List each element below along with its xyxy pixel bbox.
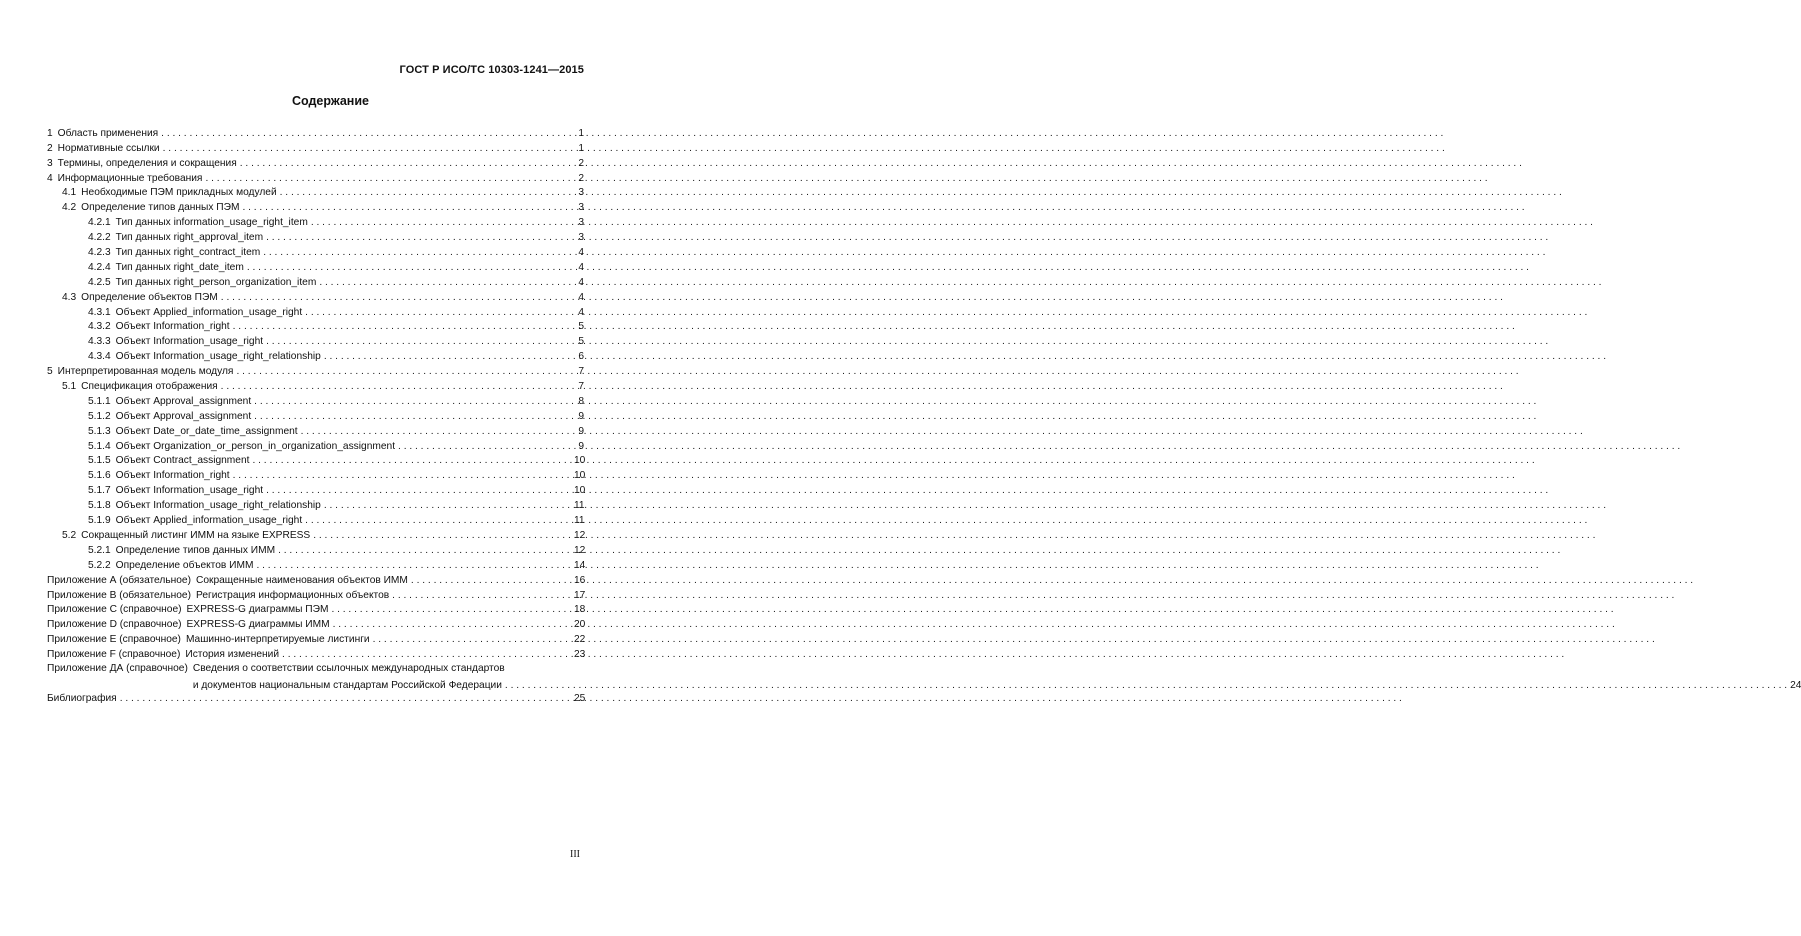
toc-entry-page: 16 [574,574,586,586]
toc-entry-bibliography[interactable] [47,691,584,706]
toc-entry-number: 5 [47,366,53,378]
toc-leader-dots [373,634,571,646]
toc-entry-page: 5 [578,321,584,333]
toc-entry[interactable] [47,125,584,140]
toc-entry-number: 4.2.2 [88,232,111,244]
toc-leader-dots [331,604,571,616]
toc-entry-number: 4.3.4 [88,351,111,363]
toc-leader-dots [247,262,571,274]
toc-entry-page: 1 [578,127,584,139]
toc-entry-number: 2 [47,142,53,154]
toc-entry-page: 2 [578,172,584,184]
toc-entry-title-cont: и документов национальным стандартам Российской Федерации [192,679,502,691]
toc-leader-dots [205,173,571,185]
toc-leader-dots [263,247,571,259]
toc-entry[interactable] [47,408,584,423]
toc-entry-page: 4 [578,306,584,318]
toc-entry[interactable] [47,319,584,334]
toc-entry-number: Приложение А (обязательное) [47,574,191,586]
toc-entry-title: Объект Information_usage_right [115,336,264,348]
toc-entry[interactable] [47,199,584,214]
toc-entry[interactable] [47,587,584,602]
toc-entry-title: Объект Information_usage_right_relationship [115,500,321,512]
toc-entry-title: Сведения о соответствии ссылочных международных стандартов [192,663,505,675]
toc-entry-page: 10 [574,470,586,482]
toc-entry-page: 22 [574,634,586,646]
toc-entry-page: 4 [578,276,584,288]
toc-entry-number: 5.1.6 [88,470,111,482]
toc-entry-page: 5 [578,336,584,348]
toc-entry-title: Сокращенные наименования объектов ИММ [196,574,408,586]
toc-entry-number: 1 [47,127,53,139]
toc-entry-page: 6 [578,351,584,363]
toc-entry-page: 4 [578,291,584,303]
toc-entry-page: 2 [578,157,584,169]
toc-entry-number: 4.3.3 [88,336,111,348]
toc-entry-page: 23 [574,649,586,661]
toc-leader-dots [221,292,571,304]
toc-entry-page: 11 [574,500,585,512]
toc-entry-title: Интерпретированная модель модуля [57,366,234,378]
toc-entry-number: 5.1.5 [88,455,111,467]
toc-entry-number: Приложение ДА (справочное) [47,663,188,675]
toc-leader-dots [221,381,571,393]
toc-entry[interactable] [47,512,584,527]
toc-leader-dots [266,336,571,348]
toc-leader-dots [311,217,571,229]
toc-entry-number: 4.1 [62,187,77,199]
toc-entry-title: Сокращенный листинг ИММ на языке EXPRESS [81,529,311,541]
toc-entry-title: Библиография [47,693,117,705]
toc-entry-number: 5.1.1 [88,395,111,407]
toc-leader-dots [240,158,571,170]
toc-leader-dots [301,426,571,438]
toc-leader-dots [266,485,571,497]
toc-entry-page: 18 [574,604,586,616]
toc-leader-dots [411,575,571,587]
toc-entry-number: 3 [47,157,53,169]
toc-entry[interactable] [47,155,584,170]
toc-entry[interactable] [47,348,584,363]
toc-entry-number: Приложение Е (справочное) [47,634,181,646]
toc-entry[interactable] [47,289,584,304]
toc-entry-title: Тип данных right_person_organization_item [115,276,317,288]
toc-entry-number: 4.2 [62,202,77,214]
toc-leader-dots [324,351,571,363]
page-title: Содержание [291,94,369,108]
toc-entry-page: 3 [578,217,584,229]
toc-entry-title: Объект Contract_assignment [115,455,250,467]
toc-leader-dots [324,500,571,512]
toc-entry-page: 25 [574,693,586,705]
toc-entry[interactable] [47,244,584,259]
toc-entry[interactable] [47,274,584,289]
toc-entry-number: Приложение D (справочное) [47,619,182,631]
toc-leader-dots [254,411,571,423]
toc-entry-number: 4.3 [62,291,77,303]
toc-entry[interactable] [47,423,584,438]
toc-entry[interactable] [47,333,584,348]
toc-entry-page: 9 [578,440,584,452]
toc-entry-page: 10 [574,485,586,497]
toc-entry-page: 3 [578,232,584,244]
toc-entry-title: Спецификация отображения [81,381,218,393]
toc-entry-title: Определение объектов ИММ [115,559,254,571]
toc-entry-page: 9 [578,410,584,422]
toc-leader-dots [305,307,571,319]
toc-entry-number: 4.2.5 [88,276,111,288]
toc-entry[interactable] [47,304,584,319]
toc-leader-dots [254,396,571,408]
toc-entry-title: Объект Organization_or_person_in_organization_assignment [115,440,396,452]
toc-entry-page: 1 [578,142,584,154]
toc-entry-number: Приложение С (справочное) [47,604,182,616]
toc-entry-page: 7 [578,381,584,393]
toc-leader-dots [313,530,571,542]
document-id: ГОСТ Р ИСО/ТС 10303-1241—2015 [399,64,584,76]
toc-entry-page: 24 [1790,679,1801,691]
toc-entry[interactable] [47,602,584,617]
toc-entry-title: Объект Information_right [115,321,230,333]
toc-entry[interactable] [47,557,584,572]
toc-entry-title: Нормативные ссылки [57,142,160,154]
toc-entry[interactable] [47,497,584,512]
toc-entry-number: 4.2.4 [88,261,111,273]
toc-entry-title: Необходимые ПЭМ прикладных модулей [81,187,277,199]
toc-entry-page: 4 [578,247,584,259]
toc-entry-number: 4.3.1 [88,306,111,318]
toc-entry-page: 20 [574,619,586,631]
toc-entry-number: 5.1.4 [88,440,111,452]
toc-entry-title: EXPRESS-G диаграммы ИММ [186,619,330,631]
toc-entry-page: 14 [574,559,586,571]
toc-entry-title: Машинно-интерпретируемые листинги [185,634,370,646]
toc-entry-page: 12 [574,529,586,541]
toc-leader-dots [278,545,571,557]
toc-entry-page: 9 [578,425,584,437]
toc-entry-number: 4.2.3 [88,247,111,259]
toc-leader-dots [242,202,571,214]
toc-entry-title: Область применения [57,127,159,139]
toc-entry-number: Приложение В (обязательное) [47,589,191,601]
toc-leader-dots [392,590,571,602]
toc-entry[interactable] [47,140,584,155]
toc-entry-page: 3 [578,187,584,199]
toc-leader-dots [282,649,571,661]
toc-entry[interactable] [47,467,584,482]
toc-entry-number: 5.1.7 [88,485,111,497]
toc-entry-number: 5.1.8 [88,500,111,512]
toc-entry[interactable] [47,378,584,393]
toc-entry[interactable] [47,542,584,557]
toc-entry[interactable] [47,170,584,185]
toc-entry-title: Тип данных right_approval_item [115,232,264,244]
toc-entry-title: Информационные требования [57,172,203,184]
toc-entry-number: 5.1 [62,381,77,393]
toc-leader-dots [233,321,571,333]
toc-entry-title: Объект Approval_assignment [115,410,252,422]
toc-entry-page: 17 [574,589,586,601]
toc-entry[interactable] [47,572,584,587]
toc-leader-dots [280,187,571,199]
toc-entry-page: 12 [574,544,586,556]
toc-entry-title: Определение объектов ПЭМ [81,291,218,303]
toc-entry-title: EXPRESS-G диаграммы ПЭМ [186,604,329,616]
toc-entry[interactable] [47,259,584,274]
toc-entry-title: Объект Applied_information_usage_right [115,306,303,318]
toc-leader-dots [120,693,571,705]
toc-entry-title: Объект Information_right [115,470,230,482]
toc-entry-title: Объект Information_usage_right [115,485,264,497]
toc-entry[interactable] [47,185,584,200]
toc-entry-number: 5.2.2 [88,559,111,571]
toc-entry-page: 10 [574,455,586,467]
toc-entry-title: Регистрация информационных объектов [196,589,390,601]
toc-entry[interactable] [47,438,584,453]
toc-entry-number: 4.3.2 [88,321,111,333]
toc-entry[interactable] [47,631,584,646]
toc-leader-dots [252,455,571,467]
toc-entry-page: 4 [578,261,584,273]
toc-entry[interactable] [47,453,584,468]
toc-leader-dots [505,680,1787,691]
toc-entry[interactable] [47,482,584,497]
toc-entry-number: Приложение F (справочное) [47,649,181,661]
toc-entry-number: 5.1.9 [88,515,111,527]
toc-entry-title: Термины, определения и сокращения [57,157,237,169]
toc-entry-number: 5.2 [62,529,77,541]
toc-leader-dots [256,560,571,572]
toc-entry[interactable] [47,214,584,229]
toc-entry-page: 3 [578,202,584,214]
toc-entry[interactable] [47,363,584,378]
toc-leader-dots [319,277,571,289]
toc-entry[interactable] [47,527,584,542]
toc-leader-dots [266,232,571,244]
toc-entry-title: Тип данных right_contract_item [115,247,261,259]
toc-entry-title: Объект Date_or_date_time_assignment [115,425,298,437]
toc-entry-number: 4.2.1 [88,217,111,229]
toc-leader-dots [236,366,571,378]
toc-entry-title: Тип данных right_date_item [115,261,244,273]
toc-entry-title: Тип данных information_usage_right_item [115,217,308,229]
toc-leader-dots [398,441,571,453]
toc-leader-dots [163,143,571,155]
toc-entry-multiline[interactable] [47,661,1801,691]
toc-entry[interactable] [47,393,584,408]
toc-entry-number: 5.1.2 [88,410,111,422]
toc-entry-title: Определение типов данных ИММ [115,544,276,556]
toc-entry-number: 4 [47,172,53,184]
toc-entry[interactable] [47,616,584,631]
toc-entry-title: История изменений [185,649,280,661]
toc-entry-number: 5.1.3 [88,425,111,437]
toc-entry-title: Объект Information_usage_right_relationship [115,351,321,363]
toc-entry-number: 5.2.1 [88,544,111,556]
toc-entry-page: 7 [578,366,584,378]
toc-entry-title: Объект Applied_information_usage_right [115,515,303,527]
toc-leader-dots [305,515,571,527]
table-of-contents [47,125,1801,705]
toc-entry-page: 8 [578,395,584,407]
toc-entry-page: 11 [574,515,585,527]
toc-entry-title: Определение типов данных ПЭМ [81,202,240,214]
toc-entry-title: Объект Approval_assignment [115,395,252,407]
toc-entry[interactable] [47,229,584,244]
toc-leader-dots [233,470,571,482]
toc-leader-dots [161,128,571,140]
toc-leader-dots [333,619,571,631]
toc-entry[interactable] [47,646,584,661]
page-number: III [570,849,580,860]
